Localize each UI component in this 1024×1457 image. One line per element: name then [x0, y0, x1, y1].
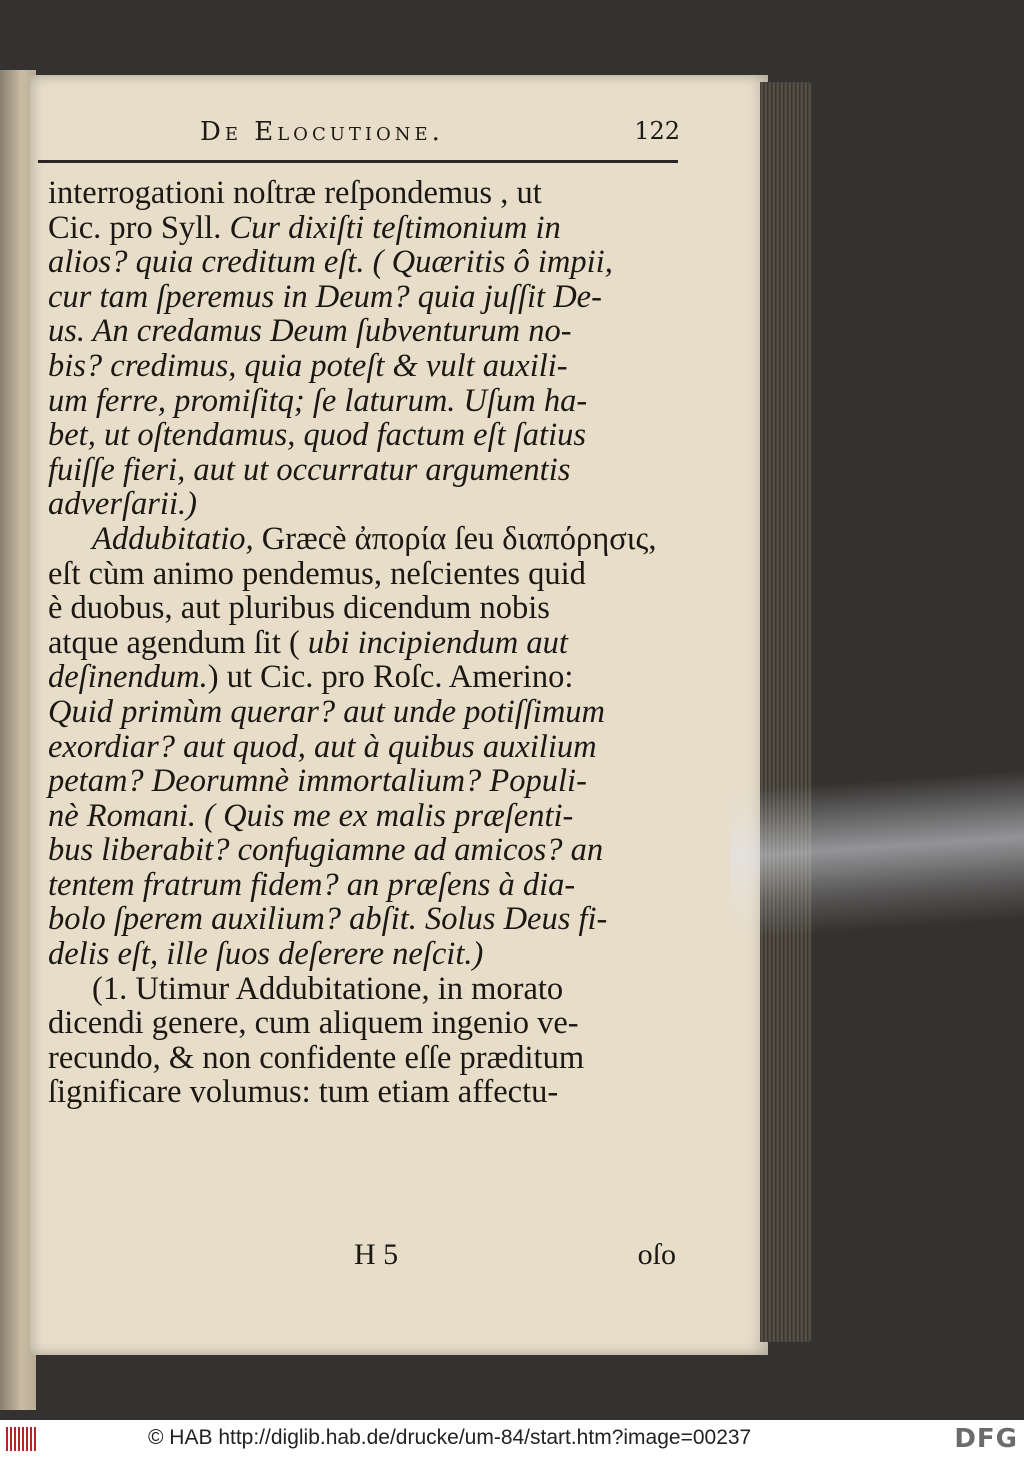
text-segment: Cic. pro Syll.: [48, 209, 230, 246]
text-line: [48, 211, 684, 246]
text-line: [48, 1075, 684, 1110]
text-line: [48, 660, 684, 695]
text-segment: cur tam ſperemus in Deum? quia juſſit De-: [48, 278, 602, 315]
catchword: oſo: [637, 1238, 676, 1271]
text-line: [48, 245, 684, 280]
text-segment: bolo ſperem auxilium? abſit. Solus Deus fi-: [48, 901, 608, 938]
page-number: 122: [634, 117, 680, 145]
text-line: [48, 764, 684, 799]
text-line: [48, 1006, 684, 1041]
text-segment: è duobus, aut pluribus dicendum nobis: [48, 590, 550, 627]
text-segment: petam? Deorumnè immortalium? Populi-: [48, 763, 587, 800]
text-segment: delis eſt, ille ſuos deſerere neſcit.): [48, 936, 484, 973]
page-header: [200, 117, 680, 153]
text-segment: ubi incipiendum aut: [307, 624, 568, 661]
text-segment: bis? credimus, quia poteſt & vult auxili-: [48, 347, 568, 384]
text-segment: deſinendum.: [48, 659, 208, 696]
text-line: [48, 349, 684, 384]
text-line: [48, 868, 684, 903]
page-footer: [48, 1238, 680, 1274]
text-line: [48, 695, 684, 730]
text-segment: Cur dixiſti teſtimonium in: [229, 209, 561, 246]
text-line: [48, 418, 684, 453]
text-segment: Quid primùm querar? aut unde potiſſimum: [48, 693, 606, 730]
text-segment: (1. Utimur Addubitatione, in morato: [92, 970, 564, 1007]
text-line: [48, 937, 684, 972]
text-segment: ſignificare volumus: tum etiam affectu-: [48, 1074, 559, 1111]
text-line: [48, 176, 684, 211]
text-segment: recundo, & non confidente eſſe præditum: [48, 1039, 585, 1076]
credit-link[interactable]: © HAB http://diglib.hab.de/drucke/um-84/start.htm?image=00237: [148, 1426, 752, 1449]
text-block: [48, 176, 684, 1110]
text-segment: interrogationi noſtræ reſpondemus , ut: [48, 175, 542, 211]
text-line: [48, 833, 684, 868]
text-line: [48, 522, 684, 557]
text-segment: ) ut Cic. pro Roſc. Amerino:: [207, 659, 574, 696]
text-line: [48, 280, 684, 315]
clip-glare: [730, 770, 1024, 941]
text-line: [48, 730, 684, 765]
text-line: [48, 902, 684, 937]
text-segment: us. An credamus Deum ſubventurum no-: [48, 313, 572, 350]
text-line: [48, 557, 684, 592]
text-segment: bet, ut oſtendamus, quod factum eſt ſatius: [48, 417, 587, 454]
text-segment: adverſarii.): [48, 486, 197, 523]
text-line: [48, 591, 684, 626]
text-segment: fuiſſe fieri, aut ut occurratur argumentis: [48, 451, 571, 488]
text-line: [48, 799, 684, 834]
text-segment: dicendi genere, cum aliquem ingenio ve-: [48, 1005, 579, 1042]
header-rule: [38, 160, 678, 163]
text-line: [48, 384, 684, 419]
text-segment: alios? quia creditum eſt. ( Quæritis ô impii,: [48, 244, 613, 281]
text-segment: atque agendum ſit (: [48, 624, 308, 661]
text-line: [48, 972, 684, 1007]
text-segment: Græcè ἀπορία ſeu διαπόρησις,: [261, 520, 657, 557]
text-segment: nè Romani. ( Quis me ex malis præſenti-: [48, 797, 574, 834]
hab-logo-icon: [6, 1427, 36, 1451]
text-line: [48, 453, 684, 488]
signature-mark: H 5: [354, 1238, 399, 1271]
page-block-edge: [760, 82, 812, 1342]
text-line: [48, 487, 684, 522]
text-segment: exordiar? aut quod, aut à quibus auxilium: [48, 728, 597, 765]
text-line: [48, 626, 684, 661]
text-segment: tentem fratrum fidem? an præſens à dia-: [48, 866, 576, 903]
text-segment: Addubitatio,: [92, 520, 262, 557]
credit-bar: [0, 1420, 1024, 1457]
text-segment: eſt cùm animo pendemus, neſcientes quid: [48, 555, 586, 592]
text-line: [48, 314, 684, 349]
text-segment: um ferre, promiſitq; ſe laturum. Uſum ha-: [48, 382, 588, 419]
dfg-logo: DFG: [954, 1424, 1018, 1454]
text-line: [48, 1041, 684, 1076]
text-segment: bus liberabit? confugiamne ad amicos? an: [48, 832, 604, 869]
running-title: De Elocutione.: [200, 117, 444, 147]
